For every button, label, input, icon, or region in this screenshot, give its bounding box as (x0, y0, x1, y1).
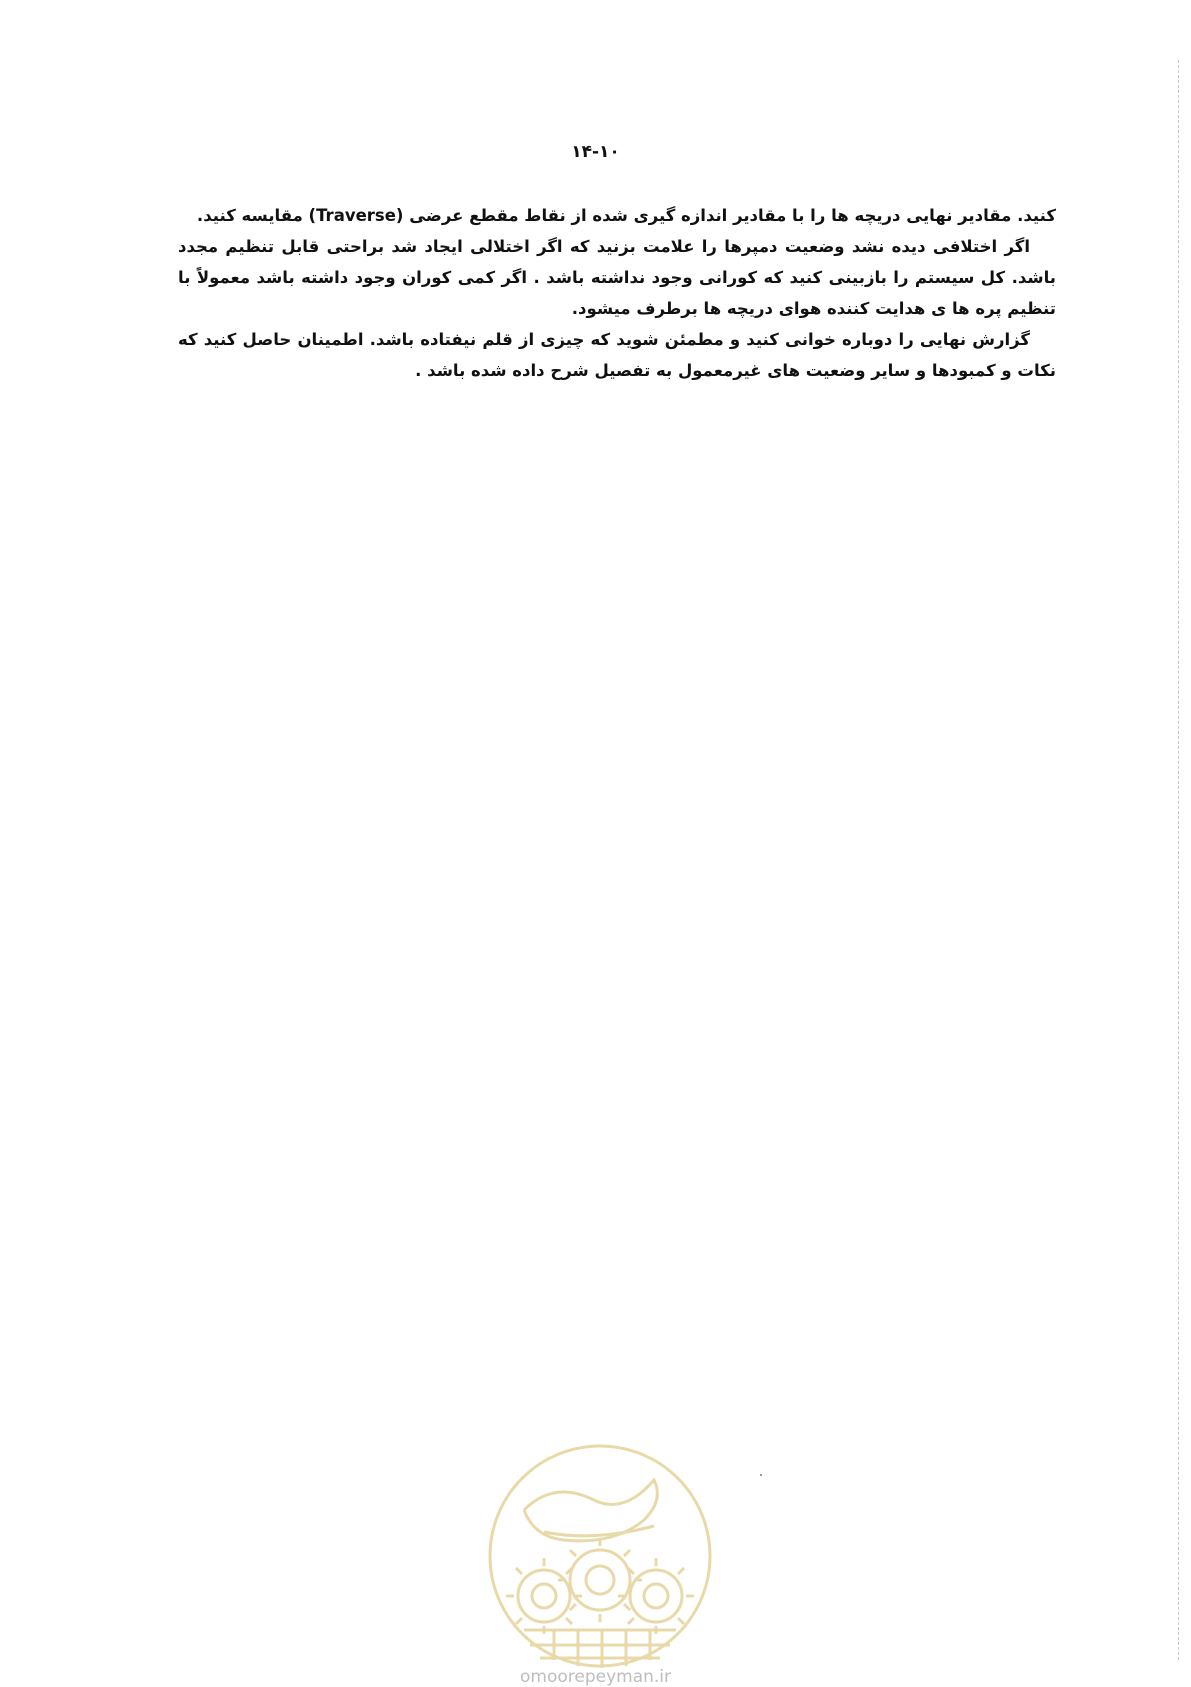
page-edge-line (1178, 60, 1179, 1660)
watermark-website: omoorepeyman.ir (519, 1667, 672, 1687)
paragraph-1: کنید. مقادیر نهایی دریچه ها را با مقادیر اندازه گیری شده از نقاط مقطع عرضی (Traverse) مقایسه کنید. (196, 206, 1056, 225)
document-body (178, 200, 1056, 386)
paragraph-2: اگر اختلافی دیده نشد وضعیت دمپرها را علامت بزنید که اگر اختلالی ایجاد شد براحتی قابل تنظیم مجدد باشد. کل سیستم را بازبینی کنید که کورانی وجود نداشته باشد . اگر کمی کوران وجود داشته باشد معمولاً با تنظیم پره ها ی هدایت کننده هوای دریچه ها برطرف میشود. (178, 237, 1056, 318)
scan-speck (760, 1474, 762, 1476)
omoorepeyman-seal-icon (484, 1440, 716, 1672)
page-number: ۱۴-۱۰ (571, 142, 620, 162)
paragraph-3: گزارش نهایی را دوباره خوانی کنید و مطمئن شوید که چیزی از قلم نیفتاده باشد. اطمینان حاصل کنید که نکات و کمبودها و سایر وضعیت های غیرمعمول به تفصیل شرح داده شده باشد . (178, 330, 1056, 380)
